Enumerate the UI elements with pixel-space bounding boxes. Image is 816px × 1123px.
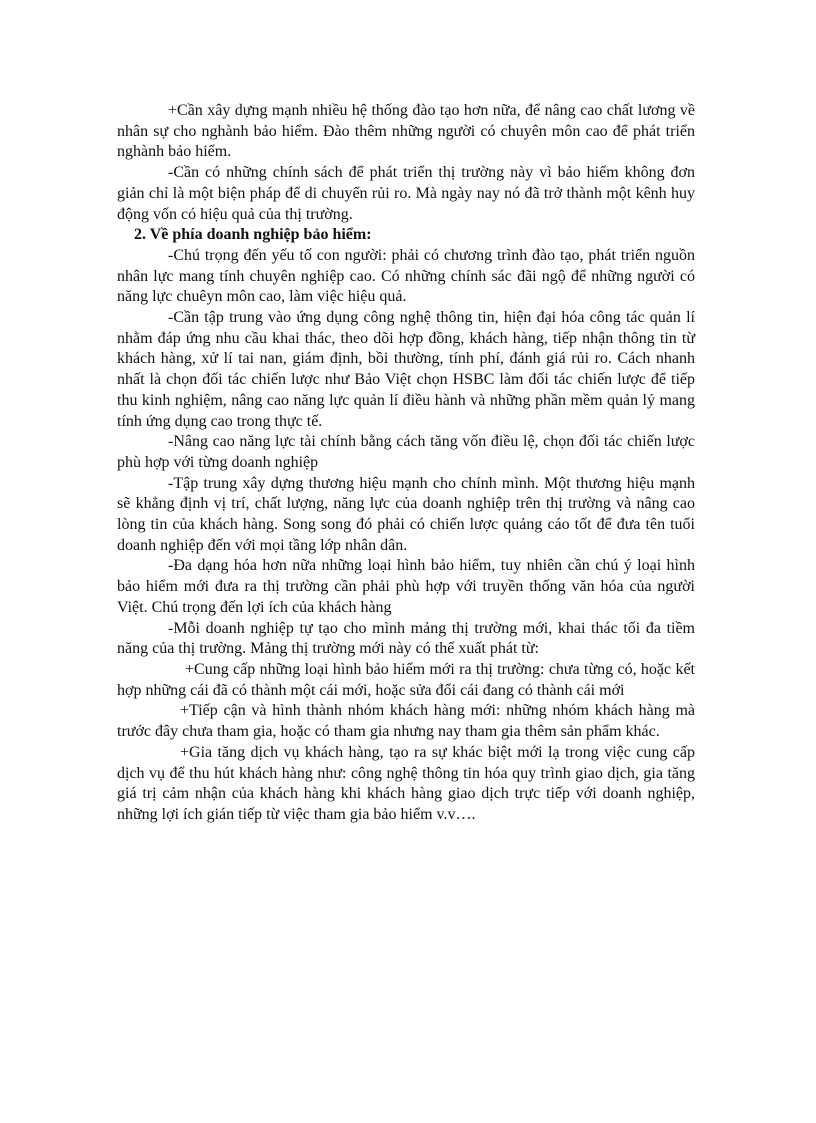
paragraph-new-market: -Mỗi doanh nghiệp tự tạo cho mình mảng thị trường mới, khai thác tối đa tiềm năng của thị trường. Mảng thị trường mới này có thể xuất phát từ: (117, 619, 695, 658)
paragraph-financial-capacity: -Nâng cao năng lực tài chính bằng cách tăng vốn điều lệ, chọn đối tác chiến lược phù hợp với từng doanh nghiệp (117, 433, 695, 471)
sub-paragraph-new-customers: +Tiếp cận và hình thành nhóm khách hàng mới: những nhóm khách hàng mà trước đây chưa tham gia, hoặc có tham gia nhưng nay tham gia thêm sản phẩm khác. (117, 702, 695, 741)
paragraph-training: +Cần xây dựng mạnh nhiều hệ thống đào tạo hơn nữa, để nâng cao chất lương về nhân sự cho nghành bảo hiểm. Đào thêm những người có chuyên môn cao để phát triển nghành bảo hiểm. (117, 102, 695, 161)
paragraph-it-application: -Cần tập trung vào ứng dụng công nghệ thông tin, hiện đại hóa công tác quản lí nhằm đáp ứng nhu cầu khai thác, theo dõi hợp đồng, khách hàng, tiếp nhận thông tin từ khách hàng, xử lí tai nan, giám định, bồi thường, tính phí, đánh giá rủi ro. Cách nhanh nhất là chọn đối tác chiến lược như Bảo Việt chọn HSBC làm đối tác chiến lược để tiếp thu kinh nghiệm, nâng cao năng lực quản lí điều hành và những phần mềm quản lý mang tính ứng dụng cao trong thực tế. (117, 309, 695, 430)
sub-paragraph-services: +Gia tăng dịch vụ khách hàng, tạo ra sự khác biệt mới lạ trong việc cung cấp dịch vụ để thu hút khách hàng như: công nghệ thông tin hóa quy trình giao dịch, gia tăng giá trị cảm nhận của khách hàng khi khách hàng giao dịch trực tiếp với doanh nghiệp, những lợi ích gián tiếp từ việc tham gia bảo hiểm v.v…. (117, 743, 695, 823)
paragraph-market-policy: -Cần có những chính sách để phát triển thị trường này vì bảo hiểm không đơn giản chỉ là một biện pháp để di chuyển rủi ro. Mà ngày nay nó đã trở thành một kênh huy động vốn có hiệu quả của thị trường. (117, 164, 695, 223)
paragraph-diversification: -Đa dạng hóa hơn nữa những loại hình bảo hiểm, tuy nhiên cần chú ý loại hình bảo hiểm mới đưa ra thị trường cần phải phù hợp với truyền thống văn hóa của người Việt. Chú trọng đến lợi ích của khách hàng (117, 557, 695, 616)
section-heading: 2. Về phía doanh nghiệp bảo hiểm: (134, 226, 372, 244)
paragraph-brand: -Tập trung xây dựng thương hiệu mạnh cho chính mình. Một thương hiệu mạnh sẽ khẳng định vị trí, chất lượng, năng lực của doanh nghiệp trên thị trường và nâng cao lòng tin của khách hàng. Song song đó phải có chiến lược quảng cáo tốt để đưa tên tuổi doanh nghiệp đến với mọi tầng lớp nhân dân. (117, 474, 695, 554)
sub-paragraph-new-products: +Cung cấp những loại hình bảo hiểm mới ra thị trường: chưa từng có, hoặc kết hợp những cái đã có thành một cái mới, hoặc sửa đổi cái đang có thành cái mới (117, 660, 695, 699)
paragraph-human-factor: -Chú trọng đến yếu tố con người: phải có chương trình đào tạo, phát triển nguồn nhân lực mang tính chuyên nghiệp cao. Có những chính sác đãi ngộ để những người có năng lực chuêyn môn cao, làm việc hiệu quả. (117, 246, 695, 306)
document-page (117, 101, 695, 826)
